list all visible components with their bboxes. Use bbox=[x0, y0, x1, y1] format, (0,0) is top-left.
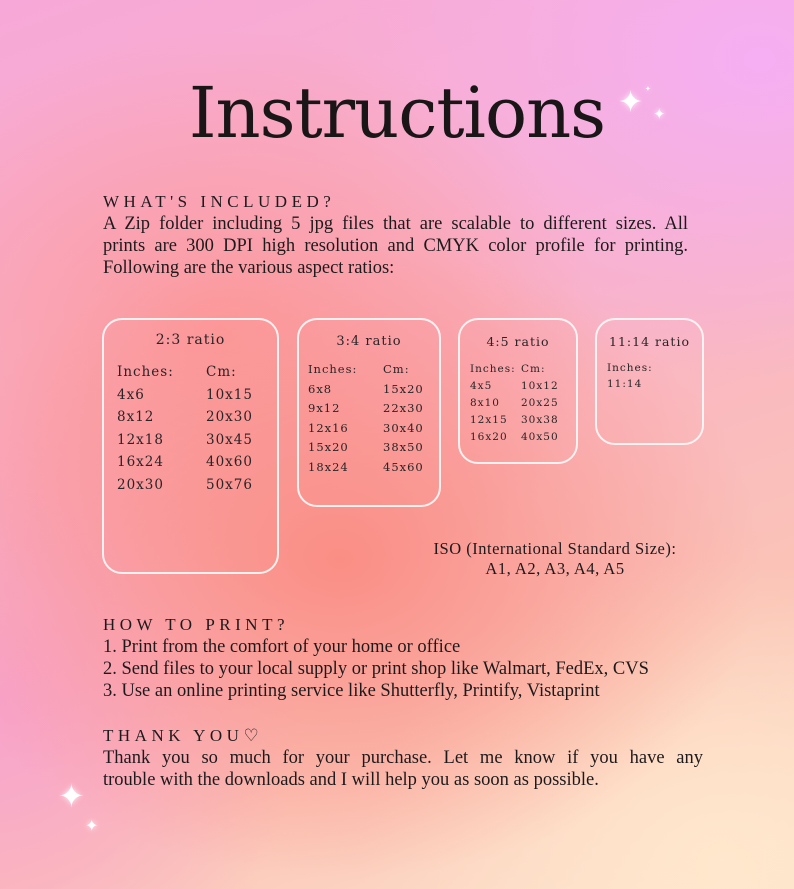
inches-column bbox=[117, 361, 174, 496]
size-value: 16x24 bbox=[117, 454, 164, 470]
page-title: Instructions bbox=[188, 72, 606, 154]
size-value: 18x24 bbox=[308, 459, 349, 474]
size-value: 11:14 bbox=[607, 378, 643, 390]
sparkle-icon: ✦ bbox=[85, 816, 99, 835]
thank-you-line: Thank you so much for your purchase. Let me know if you have any bbox=[103, 748, 703, 768]
size-value: 20x25 bbox=[521, 397, 559, 409]
size-value: 20x30 bbox=[206, 409, 253, 425]
ratio-card-3-4 bbox=[297, 318, 441, 507]
thank-you-text bbox=[103, 747, 703, 791]
ratio-title: 2:3 ratio bbox=[155, 332, 226, 348]
ratio-card-2-3 bbox=[102, 318, 279, 574]
thank-you-line: trouble with the downloads and I will help you as soon as possible. bbox=[103, 770, 599, 790]
how-to-print-heading: HOW TO PRINT? bbox=[103, 615, 289, 634]
size-value: 15x20 bbox=[383, 381, 424, 396]
ratio-title: 3:4 ratio bbox=[336, 334, 402, 349]
included-line: A Zip folder including 5 jpg files that are scalable to different sizes. All bbox=[103, 214, 688, 234]
how-to-print-steps bbox=[103, 636, 649, 702]
size-value: 4x5 bbox=[470, 380, 493, 392]
ratio-card-11-14 bbox=[595, 318, 704, 445]
size-value: 10x12 bbox=[521, 380, 559, 392]
size-value: 10x15 bbox=[206, 386, 253, 403]
cm-column bbox=[383, 360, 424, 477]
print-step: 3. Use an online printing service like Shutterfly, Printify, Vistaprint bbox=[103, 681, 600, 701]
size-value: 12x18 bbox=[117, 431, 164, 448]
sparkle-icon: ✦ bbox=[618, 85, 644, 120]
ratio-title: 11:14 ratio bbox=[609, 334, 690, 349]
sparkle-icon: ✦ bbox=[645, 85, 651, 93]
size-value: 22x30 bbox=[383, 401, 424, 415]
included-text bbox=[103, 213, 688, 279]
inches-label: Inches: bbox=[607, 362, 653, 374]
sparkle-icon: ✦ bbox=[58, 777, 85, 815]
included-line: Following are the various aspect ratios: bbox=[103, 258, 395, 278]
inches-label: Inches: bbox=[308, 362, 358, 376]
size-value: 30x45 bbox=[206, 431, 253, 448]
inches-column bbox=[607, 360, 653, 392]
cm-label: Cm: bbox=[383, 362, 410, 376]
size-value: 6x8 bbox=[308, 381, 333, 396]
inches-label: Inches: bbox=[470, 363, 516, 375]
inches-column bbox=[308, 360, 357, 477]
iso-sizes: A1, A2, A3, A4, A5 bbox=[485, 559, 625, 578]
print-step: 1. Print from the comfort of your home or office bbox=[103, 637, 461, 657]
size-value: 8x10 bbox=[470, 397, 500, 409]
inches-label: Inches: bbox=[117, 364, 174, 380]
ratio-title: 4:5 ratio bbox=[486, 334, 550, 349]
iso-label: ISO (International Standard Size): bbox=[433, 539, 677, 558]
size-value: 40x50 bbox=[521, 431, 559, 443]
inches-column bbox=[470, 361, 516, 446]
included-line: prints are 300 DPI high resolution and CMYK color profile for printing. bbox=[103, 236, 688, 256]
size-value: 4x6 bbox=[117, 386, 145, 403]
size-value: 12x16 bbox=[308, 420, 349, 435]
size-value: 8x12 bbox=[117, 409, 155, 425]
size-value: 38x50 bbox=[383, 440, 424, 454]
size-value: 12x15 bbox=[470, 414, 508, 426]
size-value: 20x30 bbox=[117, 476, 164, 493]
size-value: 15x20 bbox=[308, 440, 349, 454]
cm-column bbox=[206, 361, 253, 496]
iso-note bbox=[395, 539, 715, 579]
size-value: 16x20 bbox=[470, 431, 508, 443]
size-value: 30x40 bbox=[383, 420, 424, 435]
included-heading: WHAT'S INCLUDED? bbox=[103, 192, 336, 211]
cm-column bbox=[521, 361, 559, 446]
sparkle-icon: ✦ bbox=[653, 105, 666, 123]
size-value: 40x60 bbox=[206, 454, 253, 470]
ratio-card-4-5 bbox=[458, 318, 578, 464]
size-value: 50x76 bbox=[206, 476, 253, 493]
size-value: 30x38 bbox=[521, 414, 559, 426]
thank-you-heading: THANK YOU♡ bbox=[103, 726, 264, 745]
print-step: 2. Send files to your local supply or print shop like Walmart, FedEx, CVS bbox=[103, 659, 649, 679]
cm-label: Cm: bbox=[206, 364, 237, 380]
cm-label: Cm: bbox=[521, 363, 546, 375]
size-value: 45x60 bbox=[383, 459, 424, 474]
size-value: 9x12 bbox=[308, 401, 341, 415]
